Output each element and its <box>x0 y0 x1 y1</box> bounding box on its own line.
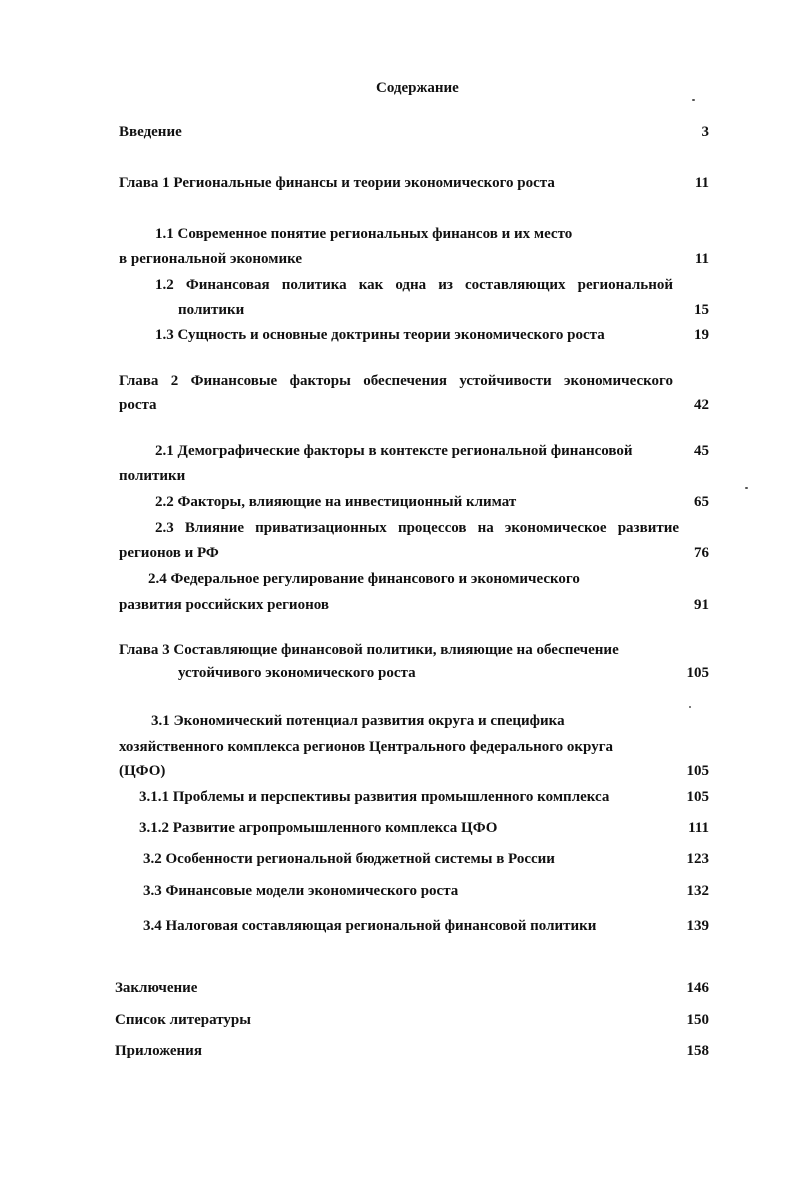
toc-references-label: Список литературы <box>115 1012 251 1028</box>
toc-s2-4-page: 91 <box>694 597 709 613</box>
toc-s1-1-page: 11 <box>694 251 709 267</box>
toc-s2-1-page: 45 <box>694 443 709 459</box>
toc-s3-1-line3: (ЦФО) <box>119 763 166 779</box>
toc-conclusion-page: 146 <box>686 980 709 996</box>
toc-s1-3-label: 1.3 Сущность и основные доктрины теории экономического роста <box>155 327 605 343</box>
toc-s1-3-page: 19 <box>694 327 709 343</box>
toc-s3-1-line1: 3.1 Экономический потенциал развития округа и специфика <box>151 713 565 729</box>
toc-s2-4-line2: развития российских регионов <box>119 597 329 613</box>
scan-speck <box>745 487 748 489</box>
toc-s3-1-1-page: 105 <box>686 789 709 805</box>
toc-conclusion-label: Заключение <box>115 980 198 996</box>
toc-ch2-page: 42 <box>694 397 709 413</box>
toc-s3-4-page: 139 <box>686 918 709 934</box>
toc-s1-2-line2: политики <box>178 302 245 318</box>
toc-ch1-label: Глава 1 Региональные финансы и теории экономического роста <box>119 175 555 191</box>
toc-references-page: 150 <box>686 1012 709 1028</box>
toc-s2-3-page: 76 <box>694 545 709 561</box>
toc-s3-2-label: 3.2 Особенности региональной бюджетной системы в России <box>143 851 555 867</box>
toc-s2-4-line1: 2.4 Федеральное регулирование финансового и экономического <box>148 571 580 587</box>
toc-intro-label: Введение <box>119 124 182 140</box>
toc-s2-1-line2: политики <box>119 468 186 484</box>
toc-s3-1-1-label: 3.1.1 Проблемы и перспективы развития промышленного комплекса <box>139 789 610 805</box>
toc-s2-2-label: 2.2 Факторы, влияющие на инвестиционный климат <box>155 494 517 510</box>
toc-s3-1-page: 105 <box>686 763 709 779</box>
scan-speck <box>692 99 695 101</box>
toc-ch3-line2: устойчивого экономического роста <box>178 665 416 681</box>
toc-s1-2-line1: 1.2 Финансовая политика как одна из составляющих региональной <box>155 277 673 293</box>
toc-s3-4-label: 3.4 Налоговая составляющая региональной финансовой политики <box>143 918 597 934</box>
toc-s3-3-label: 3.3 Финансовые модели экономического роста <box>143 883 459 899</box>
toc-ch1-page: 11 <box>694 175 709 191</box>
toc-s2-3-line2: регионов и РФ <box>119 545 219 561</box>
toc-intro-page: 3 <box>701 124 709 140</box>
toc-s3-1-line2: хозяйственного комплекса регионов Центрального федерального округа <box>119 739 614 755</box>
page-title: Содержание <box>376 80 459 96</box>
scan-speck <box>689 706 691 708</box>
toc-s3-2-page: 123 <box>686 851 709 867</box>
toc-ch3-line1: Глава 3 Составляющие финансовой политики, влияющие на обеспечение <box>119 642 619 658</box>
toc-s3-1-2-page: 111 <box>688 820 709 836</box>
toc-s2-1-line1: 2.1 Демографические факторы в контексте региональной финансовой <box>155 443 633 459</box>
toc-ch2-line2: роста <box>119 397 157 413</box>
toc-s1-1-line1: 1.1 Современное понятие региональных финансов и их место <box>155 226 573 242</box>
toc-s2-3-line1: 2.3 Влияние приватизационных процессов на экономическое развитие <box>155 520 679 536</box>
toc-appendix-label: Приложения <box>115 1043 202 1059</box>
toc-s3-1-2-label: 3.1.2 Развитие агропромышленного комплекса ЦФО <box>139 820 498 836</box>
toc-appendix-page: 158 <box>686 1043 709 1059</box>
toc-ch2-line1: Глава 2 Финансовые факторы обеспечения устойчивости экономического <box>119 373 673 389</box>
toc-s1-1-line2: в региональной экономике <box>119 251 303 267</box>
toc-ch3-page: 105 <box>686 665 709 681</box>
toc-s2-2-page: 65 <box>694 494 709 510</box>
toc-s3-3-page: 132 <box>686 883 709 899</box>
toc-s1-2-page: 15 <box>694 302 709 318</box>
